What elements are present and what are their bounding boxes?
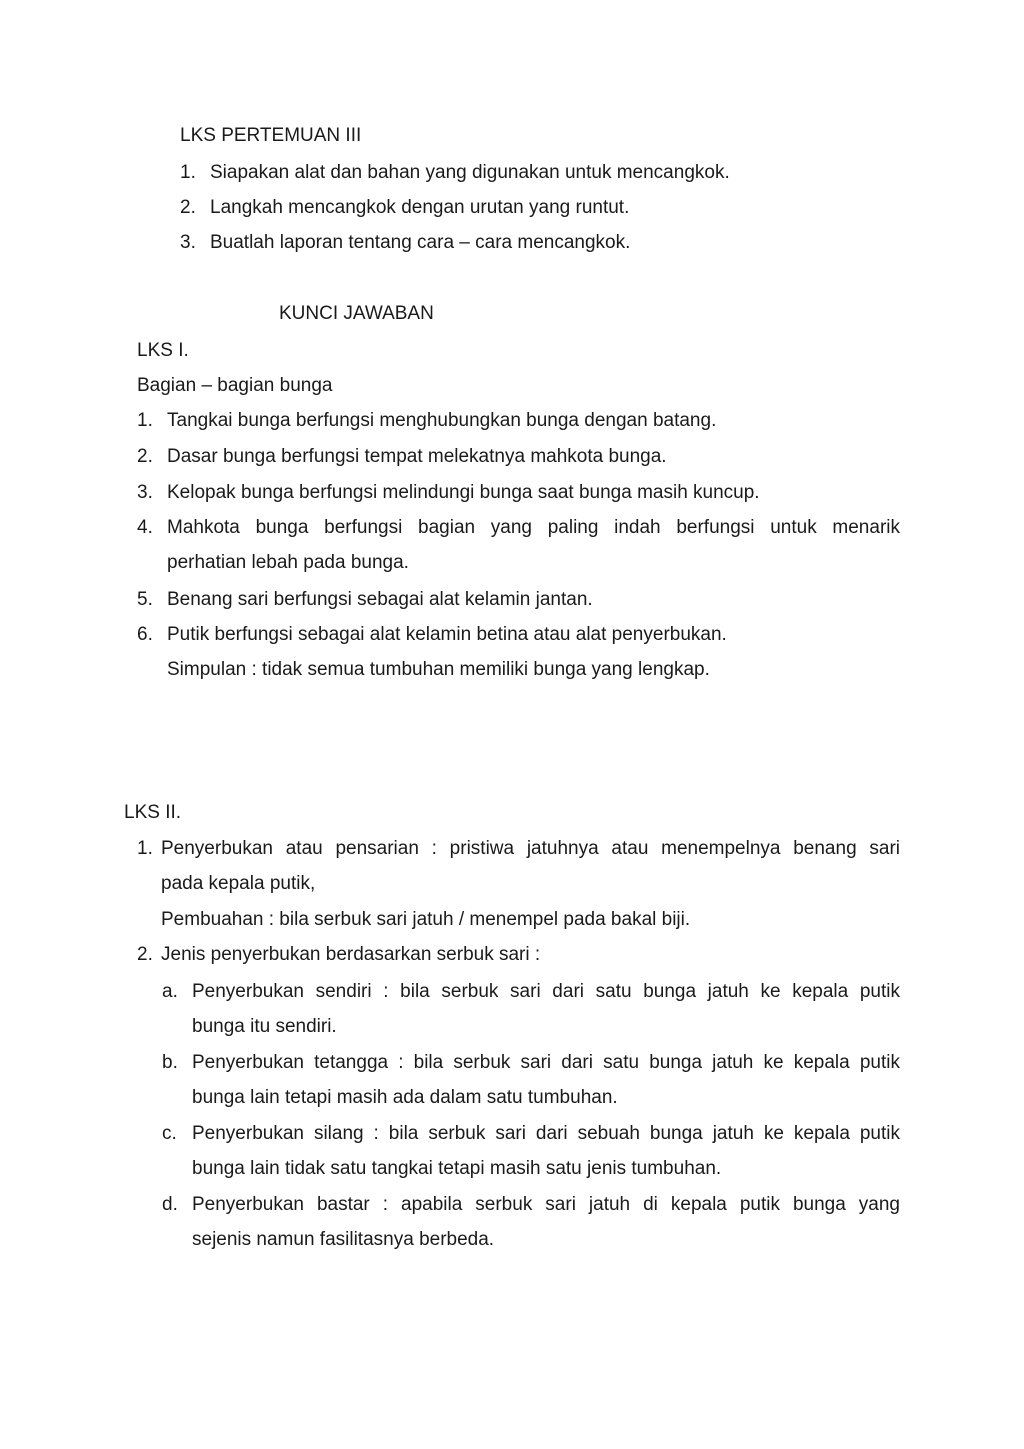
lks2-subitem-c-line1: Penyerbukan silang : bila serbuk sari dari sebuah bunga jatuh ke kepala putik (192, 1123, 900, 1144)
lks1-item-2-number: 2. (137, 446, 153, 467)
lks1-item-1-text: Tangkai bunga berfungsi menghubungkan bunga dengan batang. (167, 410, 717, 431)
lks1-item-2-text: Dasar bunga berfungsi tempat melekatnya mahkota bunga. (167, 446, 667, 467)
lks1-item-3-text: Kelopak bunga berfungsi melindungi bunga saat bunga masih kuncup. (167, 482, 760, 503)
lks2-subitem-a-letter: a. (162, 981, 178, 1002)
pertemuan3-item-2-number: 2. (180, 197, 196, 218)
lks2-item-1-number: 1. (137, 838, 153, 859)
lks1-item-5-number: 5. (137, 589, 153, 610)
lks2-subitem-b-letter: b. (162, 1052, 178, 1073)
pertemuan3-item-1-number: 1. (180, 162, 196, 183)
lks2-subitem-a-line2: bunga itu sendiri. (192, 1016, 337, 1037)
lks1-item-6-number: 6. (137, 624, 153, 645)
lks1-item-6-text: Putik berfungsi sebagai alat kelamin betina atau alat penyerbukan. (167, 624, 727, 645)
lks2-item-2-number: 2. (137, 944, 153, 965)
lks2-item-2-text: Jenis penyerbukan berdasarkan serbuk sari : (161, 944, 541, 965)
lks2-item-1-line2: pada kepala putik, (161, 873, 316, 894)
pertemuan3-item-1-text: Siapakan alat dan bahan yang digunakan untuk mencangkok. (210, 162, 730, 183)
lks2-subitem-b-line1: Penyerbukan tetangga : bila serbuk sari dari satu bunga jatuh ke kepala putik (192, 1052, 900, 1073)
pertemuan3-heading: LKS PERTEMUAN III (180, 125, 362, 146)
lks1-item-4-number: 4. (137, 517, 153, 538)
kunci-jawaban-heading: KUNCI JAWABAN (279, 303, 434, 324)
pertemuan3-item-3-text: Buatlah laporan tentang cara – cara mencangkok. (210, 232, 631, 253)
pertemuan3-item-2-text: Langkah mencangkok dengan urutan yang runtut. (210, 197, 630, 218)
lks2-subitem-c-line2: bunga lain tidak satu tangkai tetapi masih satu jenis tumbuhan. (192, 1158, 722, 1179)
lks1-item-5-text: Benang sari berfungsi sebagai alat kelamin jantan. (167, 589, 593, 610)
lks1-item-4-text-line2: perhatian lebah pada bunga. (167, 552, 409, 573)
lks1-item-4-text-line1: Mahkota bunga berfungsi bagian yang paling indah berfungsi untuk menarik (167, 517, 900, 538)
lks1-conclusion: Simpulan : tidak semua tumbuhan memiliki bunga yang lengkap. (167, 659, 710, 680)
lks2-subitem-d-line2: sejenis namun fasilitasnya berbeda. (192, 1229, 495, 1250)
lks1-item-3-number: 3. (137, 482, 153, 503)
lks1-heading: LKS I. (137, 340, 189, 361)
lks2-subitem-c-letter: c. (162, 1123, 177, 1144)
lks2-subitem-d-letter: d. (162, 1194, 178, 1215)
lks2-item-1-line1: Penyerbukan atau pensarian : pristiwa jatuhnya atau menempelnya benang sari (161, 838, 900, 859)
lks2-subitem-a-line1: Penyerbukan sendiri : bila serbuk sari dari satu bunga jatuh ke kepala putik (192, 981, 900, 1002)
lks2-subitem-d-line1: Penyerbukan bastar : apabila serbuk sari jatuh di kepala putik bunga yang (192, 1194, 900, 1215)
pertemuan3-item-3-number: 3. (180, 232, 196, 253)
lks2-subitem-b-line2: bunga lain tetapi masih ada dalam satu tumbuhan. (192, 1087, 618, 1108)
lks2-item-1-line3: Pembuahan : bila serbuk sari jatuh / menempel pada bakal biji. (161, 909, 691, 930)
lks2-heading: LKS II. (124, 802, 182, 823)
lks1-subheading: Bagian – bagian bunga (137, 375, 333, 396)
lks1-item-1-number: 1. (137, 410, 153, 431)
